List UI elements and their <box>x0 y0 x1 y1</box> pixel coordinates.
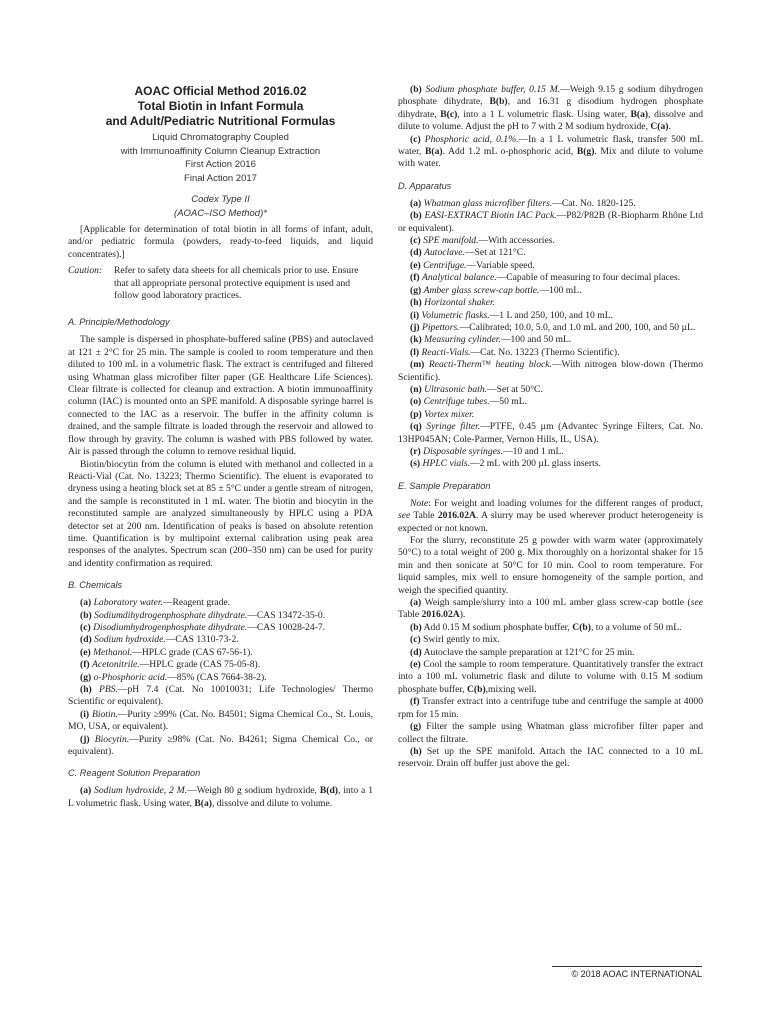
list-item: (r) Disposable syringes.—10 and 1 mL. <box>410 445 564 457</box>
list-item: (g) Amber glass screw-cap bottle.—100 mL. <box>410 284 582 296</box>
copyright-footer: © 2018 AOAC INTERNATIONAL <box>552 966 702 979</box>
codex-line: (AOAC–ISO Method)* <box>174 207 267 219</box>
codex-type <box>68 193 373 220</box>
step-item: (a) Weigh sample/slurry into a 100 mL amber glass screw-cap bottle (see Table 2016.02A). <box>398 597 703 621</box>
title-line: and Adult/Pediatric Nutritional Formulas <box>105 114 336 128</box>
list-item: (d) Autoclave.—Set at 121°C. <box>410 247 526 259</box>
list-item: (n) Ultrasonic bath.—Set at 50°C. <box>410 383 543 395</box>
list-item: (o) Centrifuge tubes.—50 mL. <box>410 396 527 408</box>
codex-line: Codex Type II <box>191 194 250 205</box>
list-item: (i) Biotin.—Purity ≥99% (Cat. No. B4501; Sigma Chemical Co., St. Louis, MO, USA, or equivalent). <box>68 708 374 733</box>
caution-note <box>68 265 373 302</box>
caution-text: Refer to safety data sheets for all chemicals prior to use. Ensure that all appropriate personal protective equipment is used and follow good laboratory practices. <box>114 265 359 302</box>
step-item: (h) Set up the SPE manifold. Attach the IAC connected to a 10 mL reservoir. Drain off buffer just above the gel. <box>398 745 703 770</box>
list-item: (b) Sodiumdihydrogenphosphate dihydrate.—CAS 13472-35-0. <box>80 609 326 621</box>
applicability-statement: [Applicable for determination of total biotin in all forms of infant, adult, and/or pediatric formula (powders, ready-to-feed liquids, and liquid concentrates).] <box>68 224 373 260</box>
step-item: (d) Autoclave the sample preparation at 121°C for 25 min. <box>410 646 635 658</box>
section-heading-d: D. Apparatus <box>398 180 452 191</box>
note-paragraph: Note: For weight and loading volumes for the different ranges of product, see Table 2016.02A. A slurry may be used wherever product heterogeneity is expected or not known. <box>398 497 703 534</box>
list-item: (d) Sodium hydroxide.—CAS 1310-73-2. <box>80 634 239 646</box>
caution-label: Caution: <box>68 265 103 277</box>
subtitle-line: First Action 2016 <box>185 159 256 170</box>
list-item: (a) Laboratory water.—Reagent grade. <box>80 597 231 609</box>
step-item: (g) Filter the sample using Whatman glass microfiber filter paper and collect the filtrate. <box>398 721 703 745</box>
list-item: (p) Vortex mixer. <box>410 408 475 420</box>
list-item: (c) Disodiumhydrogenphosphate dihydrate.—CAS 10028-24-7. <box>80 621 326 633</box>
section-heading-a: A. Principle/Methodology <box>68 317 170 328</box>
list-item: (k) Measuring cylinder.—100 and 50 mL. <box>410 334 572 346</box>
list-item: (g) o-Phosphoric acid.—85% (CAS 7664-38-2). <box>80 671 267 683</box>
reagent-item: (c) Phosphoric acid, 0.1%.—In a 1 L volumetric flask, transfer 500 mL water, B(a). Add 1.2 mL o-phosphoric acid, B(g). Mix and dilute to volume with water. <box>398 133 703 170</box>
list-item: (i) Volumetric flasks.—1 L and 250, 100, and 10 mL. <box>410 309 613 321</box>
list-item: (q) Syringe filter.—PTFE, 0.45 µm (Advantec Syringe Filters, Cat. No. 13HP045AN; Cole-Parmer, Vernon Hills, IL, USA). <box>398 421 703 445</box>
method-title <box>68 84 373 129</box>
list-item: (s) HPLC vials.—2 mL with 200 µL glass inserts. <box>410 458 601 470</box>
principle-paragraph: The sample is dispersed in phosphate-buffered saline (PBS) and autoclaved at 121 ± 2°C for 25 min. The sample is cooled to room temperature and then diluted to 100 mL in a volumetric flask. The extract is centrifuged and filtered using Whatman glass microfiber filter paper (GE Healthcare Life Sciences). Clear filtrate is collected for cleanup and extraction. A biotin immunoaffinity column (IAC) is mounted onto an SPE manifold. A disposable syringe barrel is connected to the IAC as a reservoir. The buffer in the affinity column is drained, and the sample filtrate is loaded through the reservoir and allowed to flow through by gravity. The column is washed with PBS followed by water. Air is passed through the column to remove residual liquid. <box>68 334 373 458</box>
left-column <box>68 84 373 810</box>
step-item: (f) Transfer extract into a centrifuge tube and centrifuge the sample at 4000 rpm for 15 min. <box>398 696 703 720</box>
list-item: (h) PBS.—pH 7.4 (Cat. No 10010031; Life Technologies/ Thermo Scientific or equivalent). <box>68 684 373 708</box>
list-item: (e) Centrifuge.—Variable speed. <box>410 259 535 271</box>
list-item: (m) Reacti-Therm™ heating block.—With nitrogen blow-down (Thermo Scientific). <box>398 359 703 383</box>
list-item: (l) Reacti-Vials.—Cat. No. 13223 (Thermo Scientific). <box>410 346 620 358</box>
principle-paragraph: Biotin/biocytin from the column is eluted with methanol and collected in a Reacti-Vial (Cat. No. 13223; Thermo Scientific). The eluent is evaporated to dryness using a heating block set at 85 ± 5°C under a gentle stream of nitrogen, and the sample is reconstituted in 1 mL water. The biotin and biocytin in the reconstituted sample are analyzed simultaneously by HPLC using a PDA detector set at 200 nm. Identification of peaks is based on absolute retention time. Quantification is by multipoint external calibration using peak area responses of the analytes. Spectrum scan (200–350 nm) can be used for purity and identity confirmation as required. <box>68 458 373 569</box>
list-item: (f) Analytical balance.—Capable of measuring to four decimal places. <box>410 272 681 284</box>
apparatus-list <box>398 198 703 471</box>
list-item: (a) Whatman glass microfiber filters.—Cat. No. 1820-125. <box>410 197 636 209</box>
title-line: AOAC Official Method 2016.02 <box>134 84 307 98</box>
reagent-item: (b) Sodium phosphate buffer, 0.15 M.—Weigh 9.15 g sodium dihydrogen phosphate dihydrate, B(b), and 16.31 g disodium hydrogen phosphate dihydrate, B(c), into a 1 L volumetric flask. Using water, B(a), dissolve and dilute to volume. Adjust the pH to 7 with 2 M sodium hydroxide, C(a). <box>398 84 704 133</box>
step-item: (c) Swirl gently to mix. <box>410 634 500 646</box>
section-heading-b: B. Chemicals <box>68 580 123 591</box>
reagent-item: (a) Sodium hydroxide, 2 M.—Weigh 80 g sodium hydroxide, B(d), into a 1 L volumetric flask. Using water, B(a), dissolve and dilute to volume. <box>68 785 373 809</box>
subtitle-line: with Immunoaffinity Column Cleanup Extraction <box>120 145 321 157</box>
step-item: (e) Cool the sample to room temperature. Quantitatively transfer the extract into a 100 mL volumetric flask and dilute to volume with 0.15 M sodium phosphate buffer, C(b),mixing well. <box>398 659 703 695</box>
list-item: (e) Methanol.—HPLC grade (CAS 67-56-1). <box>80 646 253 658</box>
title-line: Total Biotin in Infant Formula <box>137 99 304 113</box>
list-item: (j) Pipettors.—Calibrated; 10.0, 5.0, and 1.0 mL and 200, 100, and 50 µL. <box>410 321 696 333</box>
method-subtitle <box>68 131 373 185</box>
section-heading-c: C. Reagent Solution Preparation <box>68 768 201 779</box>
right-column <box>398 84 703 771</box>
slurry-paragraph: For the slurry, reconstitute 25 g powder with warm water (approximately 50°C) to a total weight of 200 g. Mix thoroughly on a horizontal shaker for 15 min and then sonicate at 50°C for 10 min. Cool to room temperature. For liquid samples, mix well to ensure homogeneity of the sample portion, and weigh the specified quantity. <box>398 535 703 596</box>
subtitle-line: Final Action 2017 <box>184 172 257 184</box>
step-item: (b) Add 0.15 M sodium phosphate buffer, C(b), to a volume of 50 mL. <box>410 621 682 633</box>
section-heading-e: E. Sample Preparation <box>398 480 491 491</box>
chemicals-list <box>68 597 373 758</box>
subtitle-line: Liquid Chromatography Coupled <box>152 132 289 143</box>
list-item: (f) Acetonitrile.—HPLC grade (CAS 75-05-8). <box>80 659 261 671</box>
list-item: (h) Horizontal shaker. <box>410 297 496 309</box>
list-item: (j) Biocytin.—Purity ≥98% (Cat. No. B4261; Sigma Chemical Co., or equivalent). <box>68 733 373 758</box>
list-item: (c) SPE manifold.—With accessories. <box>410 235 555 247</box>
list-item: (b) EASI-EXTRACT Biotin IAC Pack.—P82/P82B (R-Biopharm Rhône Ltd or equivalent). <box>398 210 704 234</box>
